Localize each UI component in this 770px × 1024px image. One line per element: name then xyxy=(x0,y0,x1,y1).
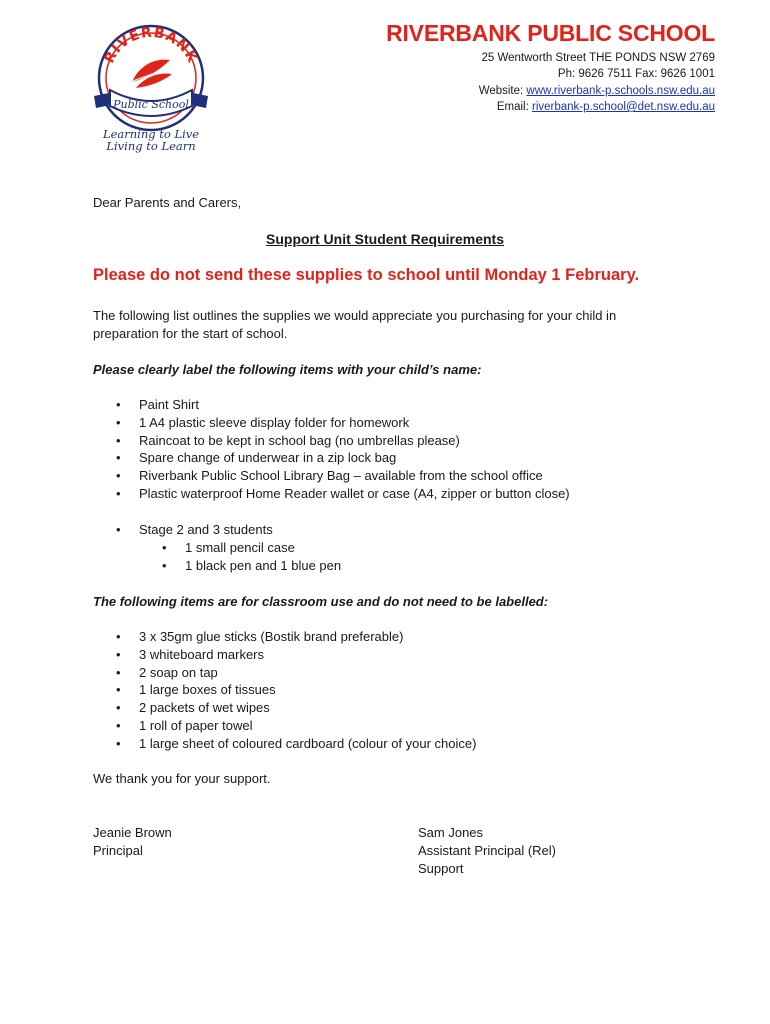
stage-subitems-list xyxy=(139,539,341,575)
assistant-principal-dept: Support xyxy=(418,861,464,876)
list-item-text: 1 large sheet of coloured cardboard (colour of your choice) xyxy=(139,735,477,751)
school-address: 25 Wentworth Street THE PONDS NSW 2769 xyxy=(481,52,715,64)
stage-items-list xyxy=(93,521,341,574)
list-item xyxy=(93,414,570,432)
intro-line-2: preparation for the start of school. xyxy=(93,326,288,341)
bullet: • xyxy=(116,700,121,716)
bullet: • xyxy=(116,629,121,644)
bullet: • xyxy=(162,557,167,573)
email-row xyxy=(497,101,715,113)
bullet: • xyxy=(116,664,121,680)
list-item xyxy=(93,432,570,450)
bullet: • xyxy=(116,450,121,466)
bullet: • xyxy=(162,539,167,555)
bullet: • xyxy=(116,468,121,484)
list-item-text: 1 large boxes of tissues xyxy=(139,682,276,698)
delivery-notice: Please do not send these supplies to school until Monday 1 February. xyxy=(93,266,640,284)
list-item-text: Plastic waterproof Home Reader wallet or case (A4, zipper or button close) xyxy=(139,485,570,501)
list-item-text: 3 x 35gm glue sticks (Bostik brand preferable) xyxy=(139,629,404,644)
sub-list-item xyxy=(139,557,341,575)
website-link[interactable]: www.riverbank-p.schools.nsw.edu.au xyxy=(526,85,715,97)
school-motto xyxy=(96,128,206,152)
motto-line-2: Living to Learn xyxy=(106,139,196,153)
bullet: • xyxy=(116,414,121,430)
list-item-text: Stage 2 and 3 students xyxy=(139,522,273,537)
bullet: • xyxy=(116,717,121,733)
svg-text:RIVERBANK xyxy=(101,25,200,66)
bullet: • xyxy=(116,646,121,662)
list-item xyxy=(93,664,476,682)
bullet: • xyxy=(116,682,121,698)
list-item xyxy=(93,699,476,717)
school-logo xyxy=(86,20,216,132)
sub-list-item-text: 1 black pen and 1 blue pen xyxy=(185,557,342,573)
list-item-text: Spare change of underwear in a zip lock bag xyxy=(139,450,397,466)
assistant-principal-name: Sam Jones xyxy=(418,825,484,840)
intro-line-1: The following list outlines the supplies we would appreciate you purchasing for your child in xyxy=(93,308,617,323)
list-item-text: Riverbank Public School Library Bag – available from the school office xyxy=(139,468,543,484)
school-phone-fax: Ph: 9626 7511 Fax: 9626 1001 xyxy=(557,68,715,80)
bullet: • xyxy=(116,522,121,537)
school-name: RIVERBANK PUBLIC SCHOOL xyxy=(386,20,715,46)
list-item-text: Raincoat to be kept in school bag (no umbrellas please) xyxy=(139,432,460,448)
motto-line-1: Learning to Live xyxy=(102,127,200,141)
email-label: Email: xyxy=(496,101,529,113)
list-item xyxy=(93,735,476,753)
list-item xyxy=(93,717,476,735)
bullet: • xyxy=(116,432,121,448)
sub-list-item xyxy=(139,539,341,557)
list-item xyxy=(93,521,341,574)
bullet: • xyxy=(116,485,121,501)
list-item xyxy=(93,449,570,467)
list-item-text: 2 packets of wet wipes xyxy=(139,700,270,716)
intro-paragraph xyxy=(93,307,616,343)
labelled-items-list xyxy=(93,396,570,503)
list-item-text: 3 whiteboard markers xyxy=(139,646,264,662)
principal-name: Jeanie Brown xyxy=(93,825,172,840)
list-item xyxy=(93,646,476,664)
bullet: • xyxy=(116,397,121,412)
bullet: • xyxy=(116,735,121,751)
letter-title: Support Unit Student Requirements xyxy=(266,231,504,247)
list-item xyxy=(93,628,476,646)
list-item xyxy=(93,396,570,414)
list-item-text: Paint Shirt xyxy=(139,397,199,412)
signature-assistant-principal xyxy=(418,824,556,878)
assistant-principal-title: Assistant Principal (Rel) xyxy=(418,843,556,858)
list-item-text: 1 roll of paper towel xyxy=(139,717,253,733)
list-item xyxy=(93,485,570,503)
label-heading: Please clearly label the following items with your child’s name: xyxy=(93,362,482,377)
email-link[interactable]: riverbank-p.school@det.nsw.edu.au xyxy=(531,101,715,113)
list-item xyxy=(93,467,570,485)
sub-list-item-text: 1 small pencil case xyxy=(185,539,295,555)
list-item xyxy=(93,681,476,699)
list-item-text: 1 A4 plastic sleeve display folder for homework xyxy=(139,414,410,430)
list-item-text: 2 soap on tap xyxy=(139,664,218,680)
website-row xyxy=(479,85,715,97)
greeting: Dear Parents and Carers, xyxy=(93,195,242,210)
website-label: Website: xyxy=(478,85,524,97)
classroom-items-list xyxy=(93,628,476,753)
logo-banner-text: Public School xyxy=(113,98,189,111)
signature-principal xyxy=(93,824,172,860)
thanks-line: We thank you for your support. xyxy=(93,771,271,786)
classroom-heading: The following items are for classroom use and do not need to be labelled: xyxy=(93,594,549,609)
principal-title: Principal xyxy=(93,843,143,858)
logo-school-word: RIVERBANK xyxy=(101,24,201,66)
